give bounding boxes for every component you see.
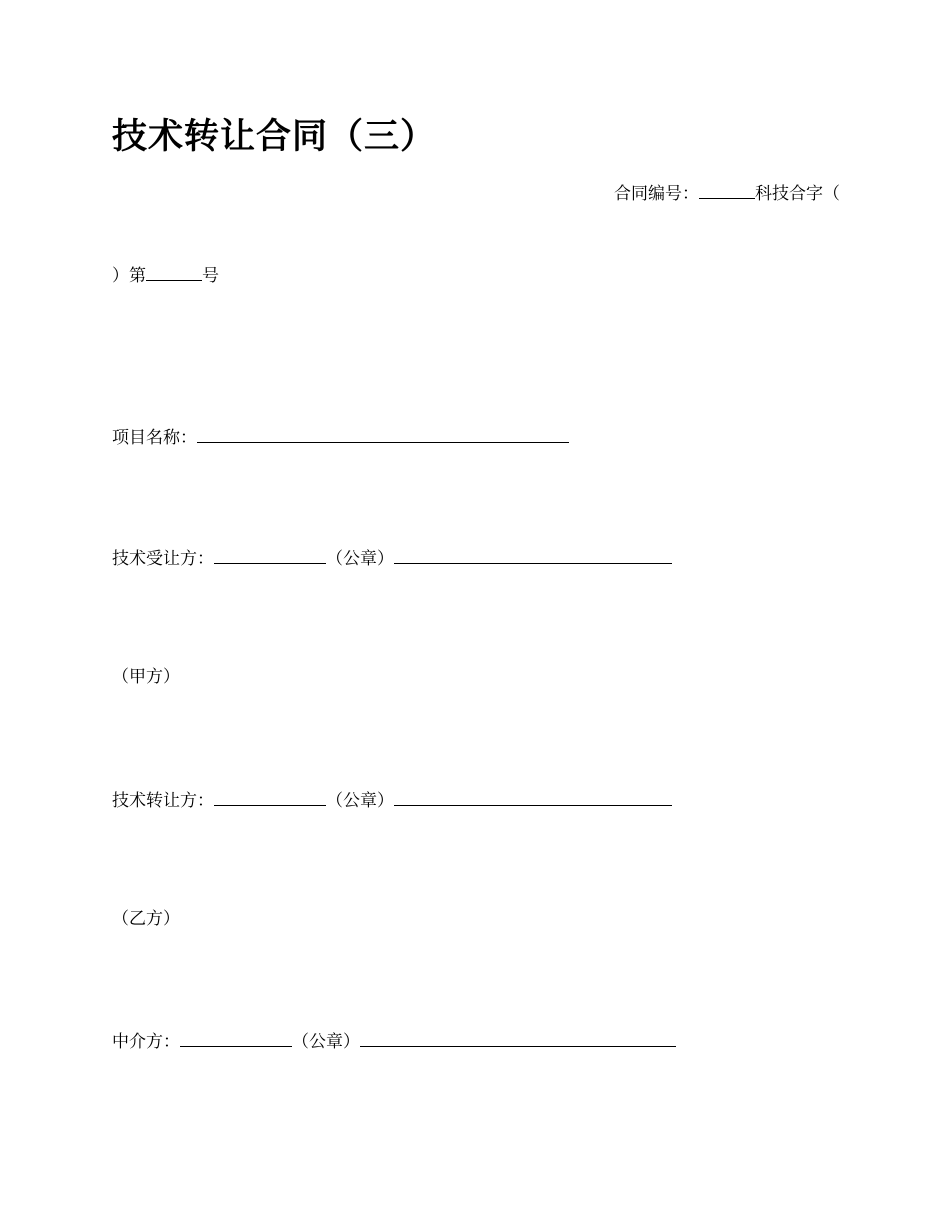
party-b-line	[112, 907, 180, 931]
contract-number-line	[614, 180, 840, 206]
document-title: 技术转让合同（三）	[112, 117, 437, 157]
transferor-line	[112, 787, 672, 813]
party-a-label: （甲方）	[112, 667, 180, 687]
transferor-signature-blank[interactable]	[394, 787, 672, 806]
recipient-name-blank[interactable]	[214, 545, 326, 564]
party-a-line	[112, 665, 180, 689]
contract-number-end-prefix: ）第	[112, 266, 146, 286]
intermediary-line	[112, 1028, 676, 1054]
intermediary-name-blank[interactable]	[180, 1028, 292, 1047]
transferor-name-blank[interactable]	[214, 787, 326, 806]
transferor-label: 技术转让方：	[112, 791, 214, 811]
contract-number-label: 合同编号：	[614, 184, 699, 204]
intermediary-signature-blank[interactable]	[360, 1028, 676, 1047]
intermediary-label: 中介方：	[112, 1032, 180, 1052]
intermediary-seal: （公章）	[292, 1032, 360, 1052]
project-name-line	[112, 424, 569, 450]
transferor-seal: （公章）	[326, 791, 394, 811]
party-b-label: （乙方）	[112, 909, 180, 929]
project-name-label: 项目名称：	[112, 428, 197, 448]
contract-number-serial-blank[interactable]	[146, 262, 202, 281]
recipient-seal: （公章）	[326, 549, 394, 569]
project-name-blank[interactable]	[197, 424, 569, 443]
contract-number-end-suffix: 号	[202, 266, 219, 286]
recipient-line	[112, 545, 672, 571]
contract-number-middle: 科技合字（	[755, 184, 840, 204]
recipient-label: 技术受让方：	[112, 549, 214, 569]
recipient-signature-blank[interactable]	[394, 545, 672, 564]
contract-number-line-2	[112, 262, 219, 288]
contract-number-year-blank[interactable]	[699, 180, 755, 199]
